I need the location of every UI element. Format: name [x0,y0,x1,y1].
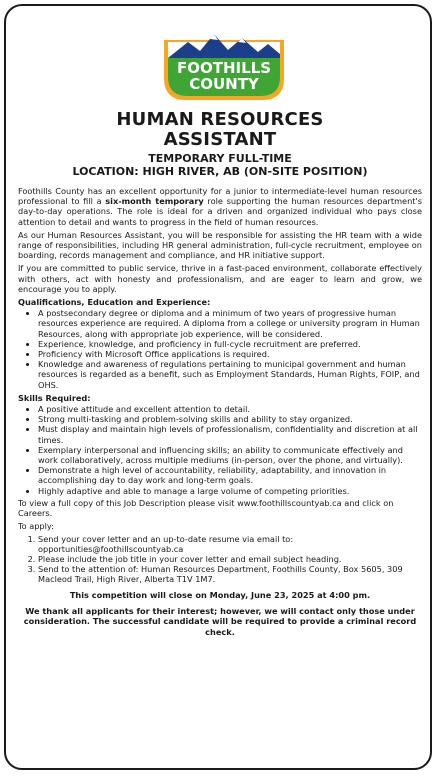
intro-paragraph-2: As our Human Resources Assistant, you will be responsible for assisting the HR team with a wide range of responsibilities, including HR general administration, full-cycle recruitment, employee on boarding, records management and compliance, and HR initiative support. [18,229,422,261]
list-item: • Highly adaptive and able to manage a large volume of competing priorities. [38,486,422,496]
list-item: • Exemplary interpersonal and influencing skills; an ability to communicate effectively and work collaboratively, across multiple mediums (in-person, over the phone, and virtually). [38,445,422,465]
job-title-line1: HUMAN RESOURCES [116,109,324,130]
closing-statement: We thank all applicants for their interest; however, we will contact only those under consideration. The successful candidate will be required to provide a criminal record check. [23,605,417,637]
job-location: LOCATION: HIGH RIVER, AB (ON-SITE POSITION) [72,165,368,178]
logo-text-line1: FOOTHILLS [176,59,272,77]
logo-text-line2: COUNTY [189,75,259,93]
job-posting-card [4,4,432,770]
foothills-county-logo [158,20,290,106]
posting-body [18,186,422,637]
list-item: • Proficiency with Microsoft Office applications is required. [38,349,422,359]
list-item: • Must display and maintain high levels of professionalism, confidentiality and discretion at all times. [38,424,422,444]
qualifications-list [18,308,422,390]
qualifications-heading: Qualifications, Education and Experience: [18,297,211,308]
list-item: 3. Send to the attention of: Human Resources Department, Foothills County, Box 5605, 309 Macleod Trail, High River, Alberta T1V 1M7. [38,564,422,584]
apply-steps-list [18,534,422,585]
list-item: • A postsecondary degree or diploma and a minimum of two years of progressive human resources experience are required. A diploma from a college or university program in Human Resources, along with appropriate job experience, will be considered. [38,308,422,339]
list-item: 2. Please include the job title in your cover letter and email subject heading. [38,554,422,564]
intro-p1-end: role supporting the human resources department's day-to-day operations. The role is ideal for a driven and organized individual who pays close attention to detail and wants to progress in the field of human resources. [18,196,422,227]
list-item: • Knowledge and awareness of regulations pertaining to municipal government and human resources is regarded as a benefit, such as Employment Standards, Human Rights, FOIP, and OHS. [38,359,422,390]
header-titles [6,110,432,178]
skills-list [18,404,422,496]
intro-p1-emphasis: six-month temporary [105,196,204,207]
list-item: • Strong multi-tasking and problem-solving skills and ability to stay organized. [38,414,422,424]
closing-date: This competition will close on Monday, June 23, 2025 at 4:00 pm. [69,589,371,600]
intro-paragraph-3: If you are committed to public service, thrive in a fast-paced environment, collaborate effectively with others, act with honesty and professionalism, and are eager to learn and grow, we encourage you to apply. [18,263,422,294]
intro-p1-start: Foothills County has an excellent opportunity for a junior to intermediate-level human resources professional to fill a [18,186,422,207]
job-title-line2: ASSISTANT [163,129,277,150]
list-item: • A positive attitude and excellent attention to detail. [38,404,422,414]
to-apply-label: To apply: [18,521,54,532]
intro-paragraph-1 [18,186,422,227]
list-item: • Experience, knowledge, and proficiency in full-cycle recruitment are preferred. [38,339,422,349]
job-description-link-text: To view a full copy of this Job Description please visit www.foothillscountyab.ca and click on Careers. [18,497,394,519]
list-item: • Demonstrate a high level of accountability, reliability, adaptability, and innovation in accomplishing day to day work and long-term goals. [38,465,422,485]
employment-type: TEMPORARY FULL-TIME [148,152,292,165]
list-item: 1. Send your cover letter and an up-to-date resume via email to: opportunities@foothillscountyab.ca [38,534,422,554]
skills-heading: Skills Required: [18,392,91,403]
